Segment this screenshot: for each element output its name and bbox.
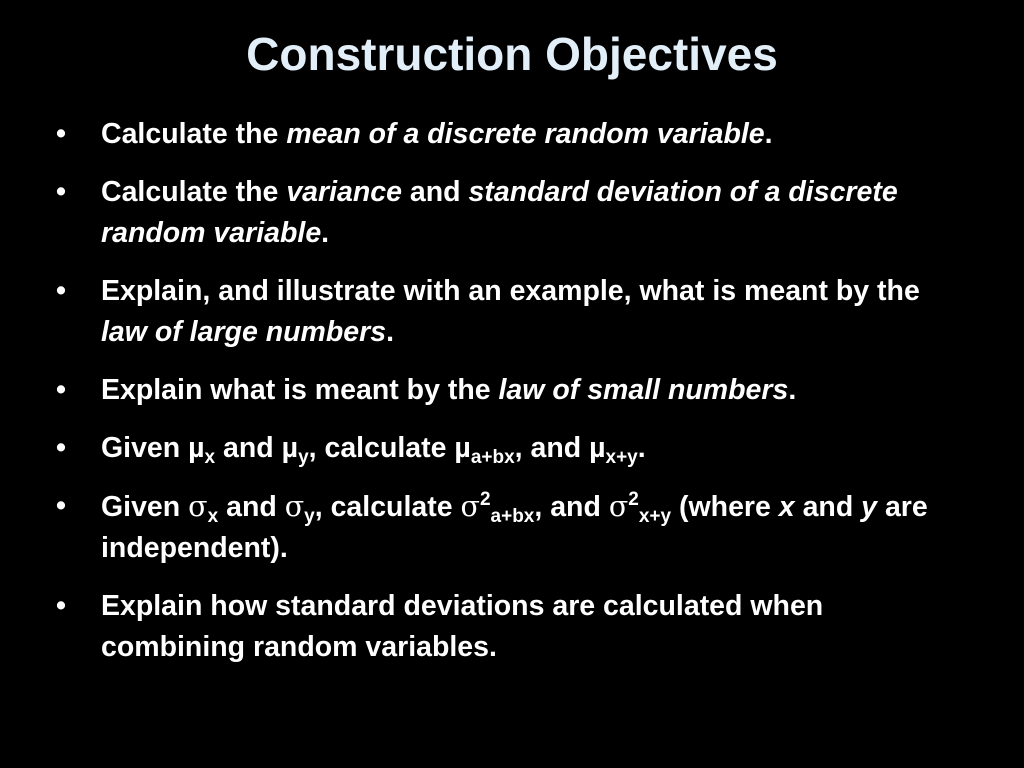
emphasis: variance — [286, 176, 402, 208]
text: and — [794, 491, 862, 523]
bullet-marker: • — [56, 176, 66, 208]
emphasis: x — [778, 491, 795, 523]
subscript: y — [298, 447, 309, 468]
emphasis: mean of a discrete random variable — [286, 118, 765, 150]
text: , and — [534, 491, 609, 523]
emphasis: law of large numbers — [101, 316, 387, 348]
text: , calculate — [314, 491, 461, 523]
text: and — [218, 491, 285, 523]
bullet-marker: • — [56, 590, 66, 622]
emphasis: y — [861, 491, 878, 523]
subscript: x+y — [605, 447, 638, 468]
text: are independent). — [101, 491, 928, 564]
text: Explain what is meant by the — [101, 374, 499, 406]
objective-law-of-small-numbers — [56, 370, 956, 411]
objective-variances-combination — [56, 486, 956, 569]
bullet-marker: • — [56, 374, 66, 406]
text: . — [321, 217, 330, 249]
objective-means-combination — [56, 428, 956, 469]
bullet-marker: • — [56, 490, 66, 522]
bullet-marker: • — [56, 118, 66, 150]
text: Explain how standard deviations are calculated when combining random variables. — [101, 590, 824, 663]
text: , and µ — [514, 432, 606, 464]
sigma-symbol: σ — [460, 490, 480, 523]
text: . — [386, 316, 394, 348]
superscript: 2 — [479, 489, 491, 510]
emphasis: law of small numbers — [498, 374, 789, 406]
subscript: x — [207, 506, 219, 527]
text: and — [401, 176, 469, 208]
text: . — [764, 118, 773, 150]
sigma-symbol: σ — [608, 490, 629, 523]
text: Explain, and illustrate with an example, what is meant by the — [101, 275, 920, 307]
subscript: x — [204, 447, 216, 468]
superscript: 2 — [628, 489, 639, 510]
subscript: a+bx — [470, 447, 515, 468]
objective-variance — [56, 172, 956, 254]
subscript: a+bx — [490, 506, 535, 527]
objective-combining-standard-deviations — [56, 586, 956, 668]
text: . — [788, 374, 797, 406]
text: Given — [101, 491, 189, 523]
bullet-marker: • — [56, 432, 66, 464]
objectives-list — [56, 114, 956, 668]
emphasis: standard deviation of a discrete random variable — [101, 176, 898, 249]
objective-mean — [56, 114, 956, 155]
objective-law-of-large-numbers — [56, 271, 956, 353]
text: Calculate the — [101, 118, 287, 150]
subscript: y — [304, 506, 315, 527]
subscript: x+y — [638, 506, 672, 527]
sigma-symbol: σ — [284, 490, 305, 523]
text: (where — [671, 491, 779, 523]
sigma-symbol: σ — [188, 490, 208, 523]
text: , calculate µ — [308, 432, 471, 464]
text: Given µ — [101, 432, 205, 464]
text: . — [637, 432, 646, 464]
text: Calculate the — [101, 176, 287, 208]
bullet-marker: • — [56, 275, 66, 307]
text: and µ — [215, 432, 299, 464]
slide-title: Construction Objectives — [246, 28, 778, 80]
